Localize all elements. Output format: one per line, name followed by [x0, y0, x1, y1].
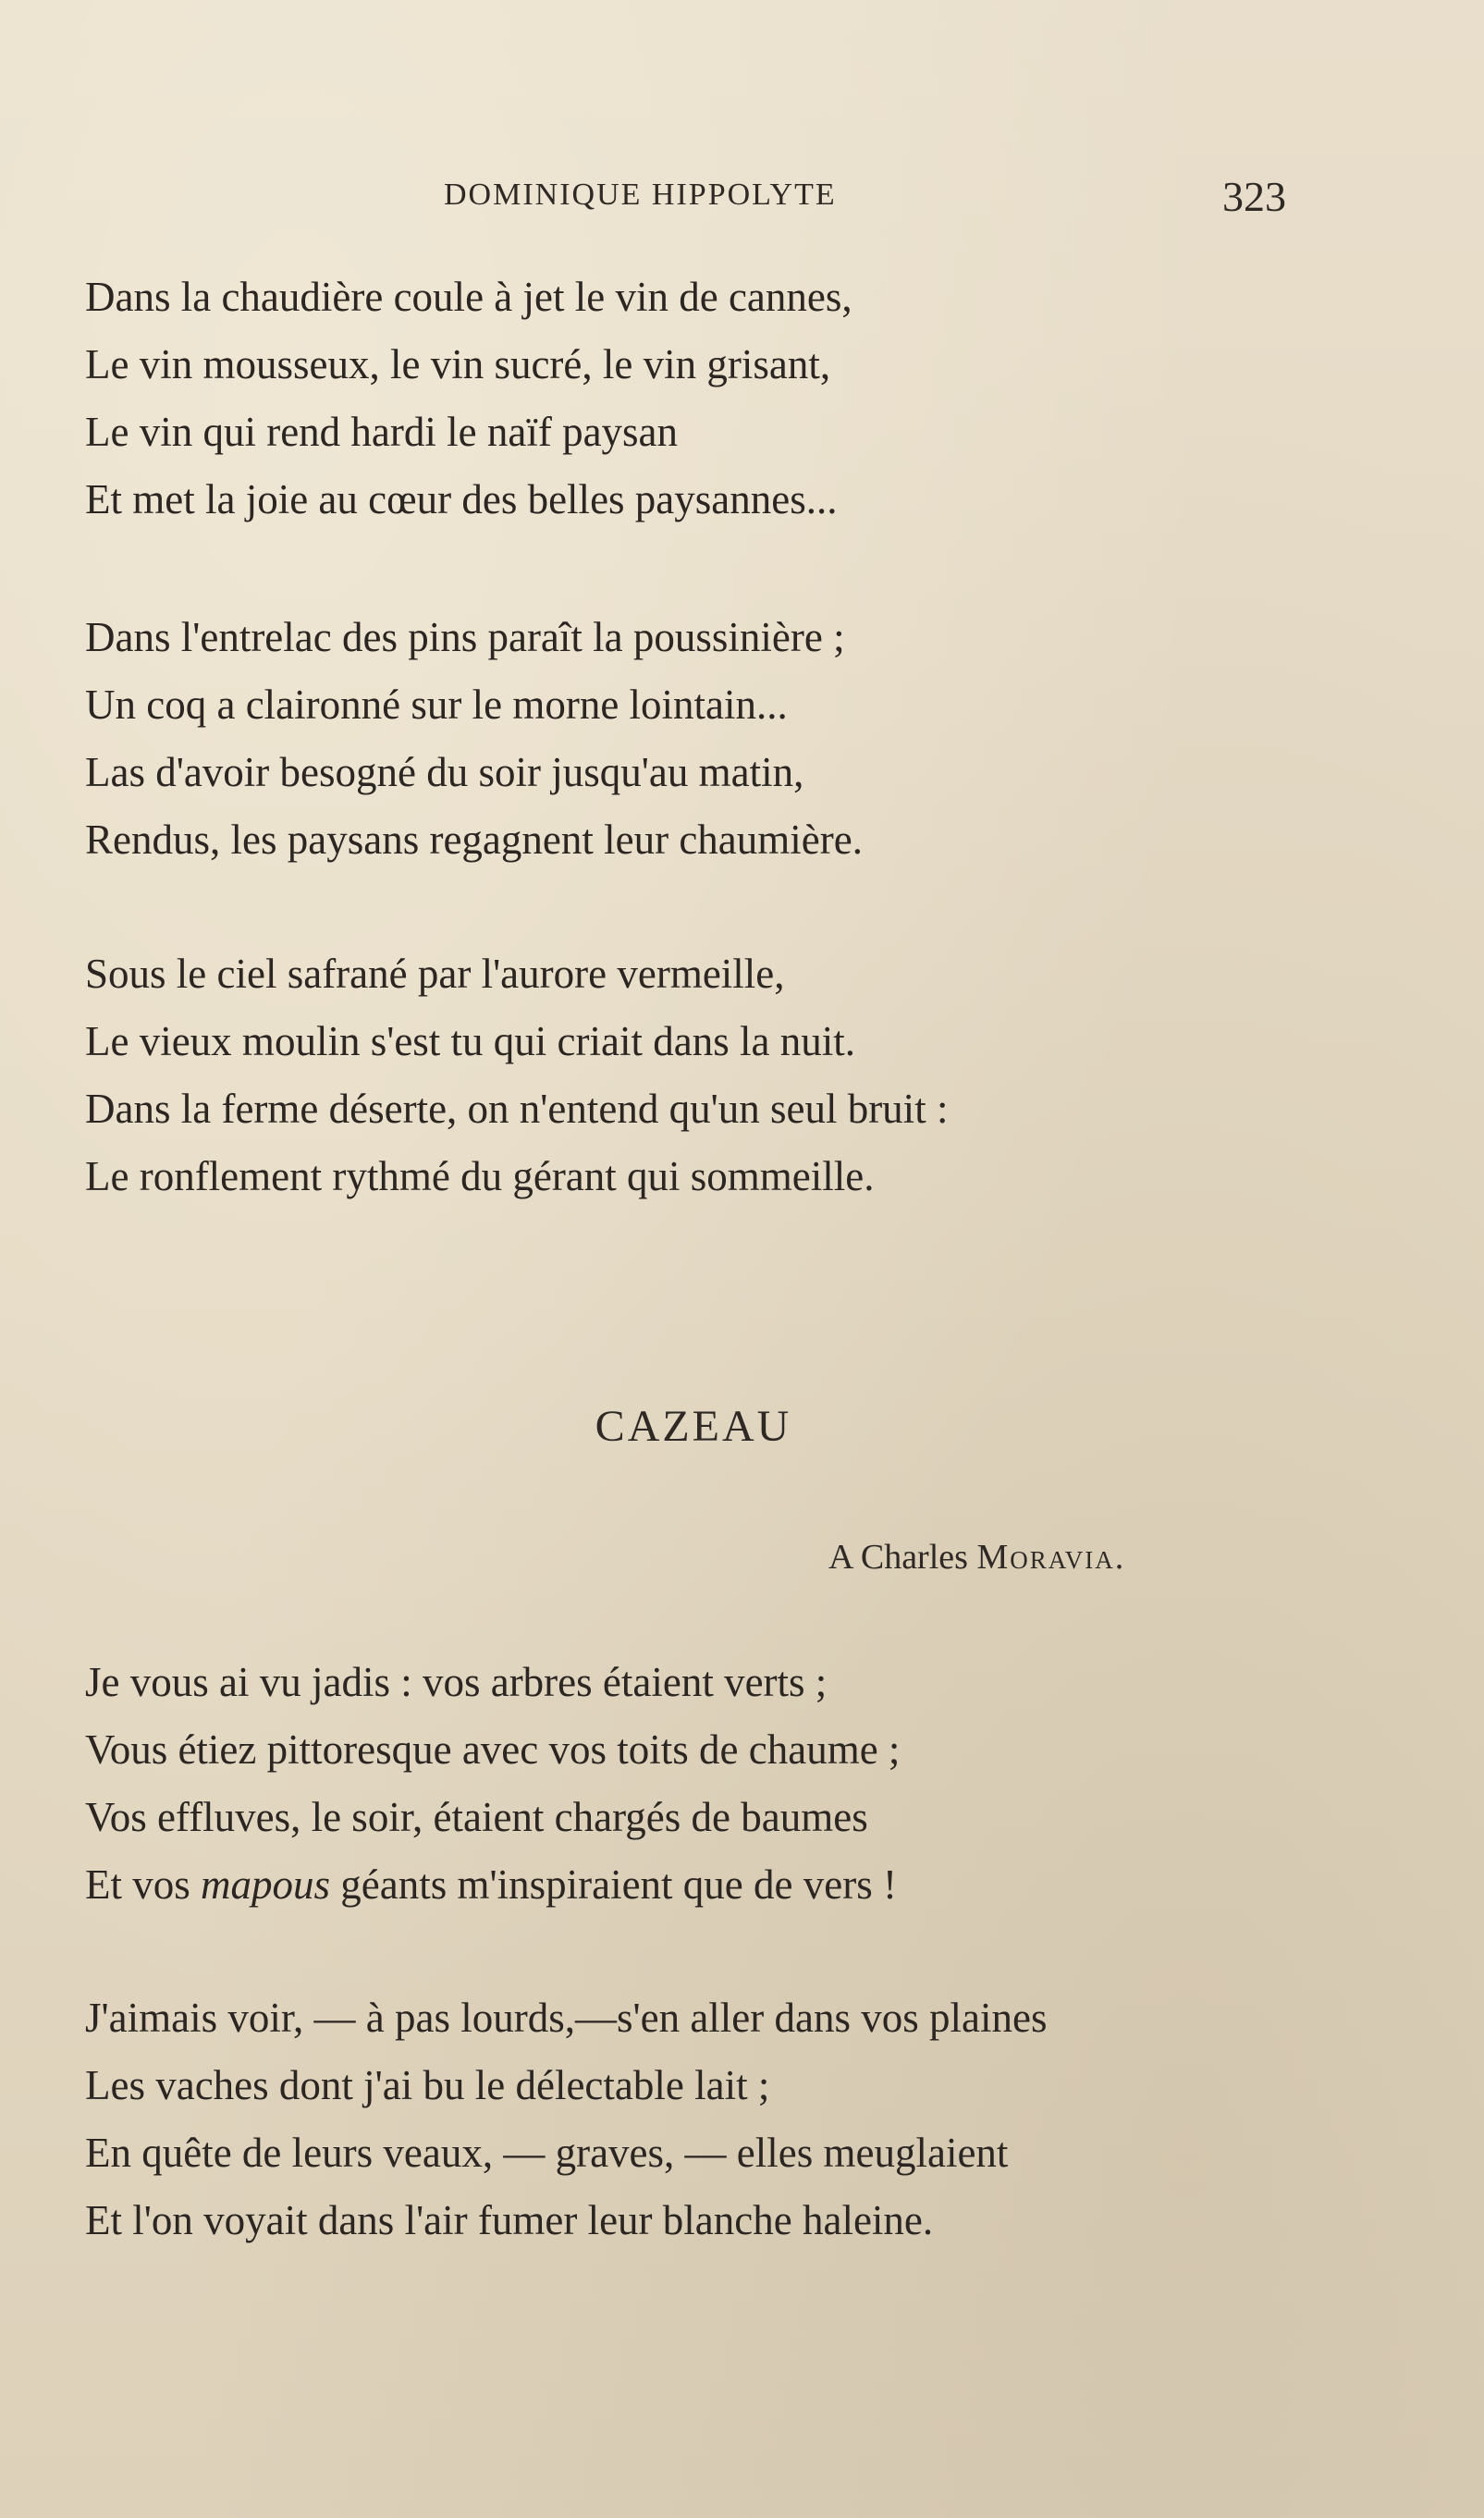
verse-line: Dans la ferme déserte, on n'entend qu'un seul bruit : — [85, 1086, 949, 1132]
verse-line: Dans l'entrelac des pins paraît la poussinière ; — [85, 614, 845, 660]
verse-line: Le ronflement rythmé du gérant qui sommeille. — [85, 1153, 875, 1199]
poem2-stanza-2 — [85, 1984, 1047, 2254]
verse-line: Le vieux moulin s'est tu qui criait dans la nuit. — [85, 1018, 855, 1064]
poem1-stanza-1 — [85, 264, 852, 534]
verse-line: Las d'avoir besogné du soir jusqu'au matin, — [85, 749, 804, 795]
verse-line: Sous le ciel safrané par l'aurore vermeille, — [85, 951, 785, 997]
verse-line: Le vin qui rend hardi le naïf paysan — [85, 409, 679, 455]
poem1-stanza-2 — [85, 604, 863, 874]
verse-line: Et l'on voyait dans l'air fumer leur blanche haleine. — [85, 2197, 934, 2243]
verse-line: Vous étiez pittoresque avec vos toits de chaume ; — [85, 1726, 901, 1773]
running-head: DOMINIQUE HIPPOLYTE — [444, 178, 837, 212]
verse-line: Vos effluves, le soir, étaient chargés de baumes — [85, 1794, 868, 1840]
verse-line: Les vaches dont j'ai bu le délectable lait ; — [85, 2062, 770, 2108]
verse-line: En quête de leurs veaux, — graves, — elles meuglaient — [85, 2130, 1009, 2176]
verse-text: géants m'inspiraient que de vers ! — [330, 1861, 897, 1908]
dedication-prefix: A Charles — [828, 1538, 977, 1577]
verse-line: Je vous ai vu jadis : vos arbres étaient verts ; — [85, 1659, 828, 1705]
italic-word: mapous — [201, 1861, 331, 1908]
verse-line: Un coq a claironné sur le morne lointain... — [85, 682, 788, 728]
poem1-stanza-3 — [85, 940, 948, 1210]
verse-line: Et met la joie au cœur des belles paysannes... — [85, 476, 838, 522]
dedication-name: Moravia. — [976, 1538, 1126, 1577]
dedication — [828, 1537, 1125, 1578]
verse-line: Rendus, les paysans regagnent leur chaumière. — [85, 817, 863, 863]
verse-line: Dans la chaudière coule à jet le vin de cannes, — [85, 274, 852, 320]
verse-line: J'aimais voir, — à pas lourds,—s'en aller dans vos plaines — [85, 1995, 1048, 2041]
verse-text: Et vos — [85, 1861, 202, 1908]
verse-line: Le vin mousseux, le vin sucré, le vin grisant, — [85, 341, 831, 387]
poem-title: CAZEAU — [595, 1402, 792, 1451]
poem2-stanza-1 — [85, 1649, 900, 1919]
page-number: 323 — [1222, 173, 1286, 220]
verse-line — [85, 1851, 900, 1919]
